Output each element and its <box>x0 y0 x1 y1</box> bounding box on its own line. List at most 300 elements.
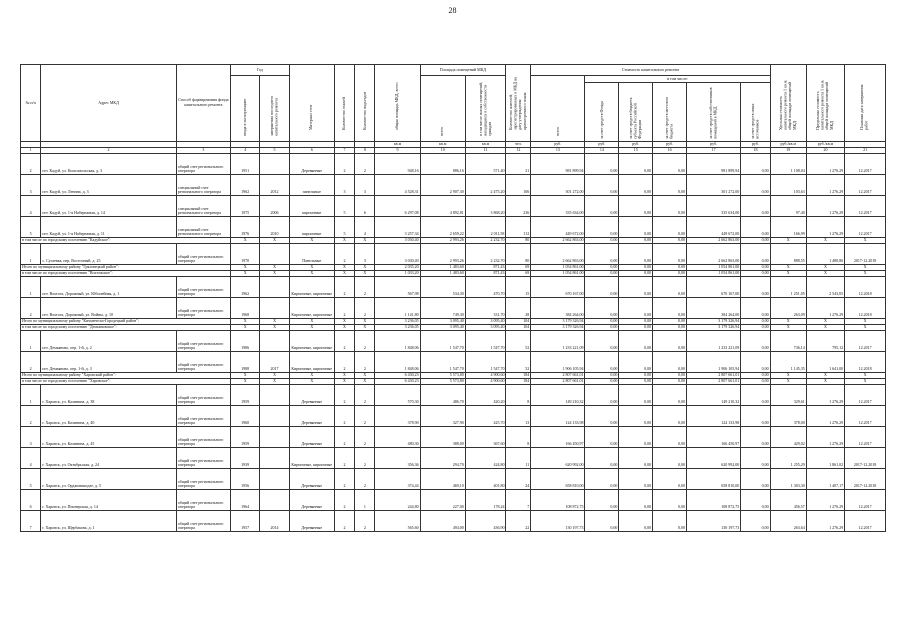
table-cell: 424,80 <box>465 448 506 469</box>
table-cell: X <box>289 238 334 244</box>
table-cell: 130 197,73 <box>531 511 585 532</box>
table-cell: 2 <box>334 511 354 532</box>
column-number-cell: 12 <box>506 148 531 154</box>
table-row <box>21 406 886 427</box>
column-number-cell: 3 <box>176 148 230 154</box>
table-cell: 69 <box>506 265 531 271</box>
table-row <box>21 217 886 238</box>
table-cell: 2012 <box>260 175 289 196</box>
table-cell: 0,00 <box>741 352 770 373</box>
table-cell: X <box>260 319 289 325</box>
col-num-header: № п/п <box>21 65 41 142</box>
col-entrances-header: Количество подъездов <box>361 91 367 130</box>
table-cell: 1 233 221,09 <box>531 331 585 352</box>
table-cell: 104 <box>506 325 531 331</box>
table-cell: 0,00 <box>585 448 619 469</box>
table-cell: 384 264,00 <box>687 298 741 319</box>
table-cell: 166 450,97 <box>531 427 585 448</box>
col-deadline-header: Плановая дата завершения работ <box>859 84 870 130</box>
table-cell: 6 <box>355 196 375 217</box>
col-cost-owners-header: за счет средств собственников помещений в МКД <box>708 87 718 139</box>
subtotal-label: Итого по муниципальному району "Харовский район": <box>21 373 231 379</box>
capital-repair-plan-table <box>20 64 886 532</box>
table-cell: 1956 <box>230 469 259 490</box>
table-cell: X <box>806 319 844 325</box>
table-cell: 2 <box>334 154 354 175</box>
table-cell: 149 210,32 <box>531 385 585 406</box>
table-cell: 1 547,70 <box>465 352 506 373</box>
table-cell: 0,00 <box>653 331 687 352</box>
table-cell: 2 232,70 <box>465 244 506 265</box>
table-cell: 0,00 <box>741 511 770 532</box>
table-cell: 12.2017 <box>845 490 886 511</box>
table-cell: X <box>845 271 886 277</box>
table-cell: 1959 <box>230 385 259 406</box>
table-cell: 388,00 <box>420 427 465 448</box>
table-cell: 4 900,60 <box>465 373 506 379</box>
table-cell: X <box>230 379 259 385</box>
table-cell: 3 030,40 <box>375 238 420 244</box>
table-cell: 0,00 <box>653 385 687 406</box>
table-cell: 1 276,29 <box>806 511 844 532</box>
table-cell: 1957 <box>230 511 259 532</box>
table-cell: 0,00 <box>741 196 770 217</box>
table-cell: X <box>845 373 886 379</box>
table-cell: 1 251,05 <box>770 277 806 298</box>
table-cell: 1 <box>21 277 41 298</box>
table-cell: общий счет регионального оператора <box>176 469 230 490</box>
table-cell: X <box>770 325 806 331</box>
table-cell: 534,30 <box>420 277 465 298</box>
table-cell: 0,00 <box>653 352 687 373</box>
table-cell: 0,00 <box>619 373 653 379</box>
table-cell: 2 475,20 <box>465 175 506 196</box>
table-cell: 1 276,29 <box>806 196 844 217</box>
unit-cell: руб. <box>619 142 653 148</box>
table-cell: 0,00 <box>585 325 619 331</box>
table-cell: X <box>260 265 289 271</box>
table-cell: 948,16 <box>375 154 420 175</box>
subtotal-label: Итого по муниципальному району "Кичменгско-Городецкий район": <box>21 319 231 325</box>
column-number-cell: 19 <box>770 148 806 154</box>
table-cell: 0,00 <box>741 406 770 427</box>
table-cell: 0,00 <box>741 298 770 319</box>
table-cell: 449 672,00 <box>687 217 741 238</box>
table-cell: 12.2017 <box>845 217 886 238</box>
table-cell: 0,00 <box>585 511 619 532</box>
table-cell: X <box>260 325 289 331</box>
table-cell: 13 <box>506 406 531 427</box>
table-cell: X <box>355 373 375 379</box>
table-cell: 0,00 <box>619 298 653 319</box>
table-cell <box>260 385 289 406</box>
table-cell: 244,80 <box>375 490 420 511</box>
table-cell: 2 <box>334 331 354 352</box>
table-cell: 112 <box>506 217 531 238</box>
table-cell: 69 <box>506 271 531 277</box>
table-cell: 0,00 <box>653 469 687 490</box>
table-cell: X <box>230 265 259 271</box>
table-cell: 1 547,70 <box>420 331 465 352</box>
table-cell: 80 <box>506 238 531 244</box>
table-cell: 0,00 <box>619 325 653 331</box>
col-max-cost-header: Предельная стоимость капитального ремонта 1 кв.м. общей площади помещений МКД <box>815 79 835 130</box>
table-cell: 0,00 <box>741 373 770 379</box>
table-cell: 0,00 <box>619 427 653 448</box>
table-cell: 1 303,30 <box>770 469 806 490</box>
table-cell: Деревянные <box>289 490 334 511</box>
table-cell: 0,00 <box>585 490 619 511</box>
table-cell: 2 <box>334 490 354 511</box>
col-wall-header: Материал стен <box>308 104 314 130</box>
table-cell: 184 <box>506 373 531 379</box>
table-cell: 0,00 <box>619 352 653 373</box>
table-cell: 2017-12.2018 <box>845 244 886 265</box>
table-cell: 1 054 861,00 <box>531 265 585 271</box>
table-cell: 5 <box>21 217 41 238</box>
table-cell: 2 <box>355 406 375 427</box>
table-cell: 0,00 <box>585 373 619 379</box>
table-cell: 263,09 <box>770 298 806 319</box>
table-cell: 1970 <box>230 244 259 265</box>
table-cell: X <box>806 373 844 379</box>
table-cell: Деревянные <box>289 406 334 427</box>
table-cell: 3 868,20 <box>465 196 506 217</box>
table-cell: 0,00 <box>585 271 619 277</box>
table-cell: 331,70 <box>465 298 506 319</box>
table-cell: X <box>355 265 375 271</box>
table-cell: 1 906 105,94 <box>531 352 585 373</box>
col-area-all-header: всего <box>439 126 445 136</box>
table-cell: г. Харовск, ул. Орджоникидзе, д. 5 <box>41 469 176 490</box>
column-number-cell: 15 <box>619 148 653 154</box>
table-cell: 2 662 863,00 <box>687 244 741 265</box>
page-number: 28 <box>448 6 457 15</box>
table-cell: 3 095,40 <box>420 319 465 325</box>
col-cost-fed-header: за счет средств бюджета субъекта Российской Федерации <box>627 97 643 139</box>
table-cell: 97,40 <box>770 196 806 217</box>
table-cell: пгт. Кадуй, ул. Комсомольская, д. 3 <box>41 154 176 175</box>
col-cost-incl-header: в том числе: <box>585 76 770 83</box>
table-cell: 12.2017 <box>845 511 886 532</box>
subtotal-label: в том числе по городскому поселению "Кадуйское": <box>21 238 231 244</box>
table-cell: X <box>334 271 354 277</box>
column-number-cell: 13 <box>531 148 585 154</box>
column-number-cell: 16 <box>653 148 687 154</box>
table-cell: специальный счет регионального оператора <box>176 196 230 217</box>
table-cell: 2 035,20 <box>375 265 420 271</box>
table-cell: 981 899,94 <box>531 154 585 175</box>
table-cell: 12.2017 <box>845 385 886 406</box>
table-cell: X <box>289 325 334 331</box>
table-cell: общий счет регионального оператора <box>176 277 230 298</box>
table-cell: 2 <box>334 469 354 490</box>
col-cost-local-header: за счет средств местного бюджета <box>664 96 674 139</box>
table-cell: 2 <box>21 154 41 175</box>
table-cell: 4 900,60 <box>465 379 506 385</box>
table-cell: 2 <box>334 352 354 373</box>
table-cell: 0,00 <box>741 265 770 271</box>
table-cell: 1964 <box>230 490 259 511</box>
subtotal-label: в том числе по городскому поселению "Вохтожское": <box>21 271 231 277</box>
table-cell: 0,00 <box>653 244 687 265</box>
table-cell <box>260 469 289 490</box>
table-row <box>21 331 886 352</box>
table-cell: 2 <box>21 352 41 373</box>
table-cell: общий счет регионального оператора <box>176 448 230 469</box>
table-cell: 425,70 <box>465 406 506 427</box>
table-cell: 570,30 <box>375 385 420 406</box>
table-cell: общий счет регионального оператора <box>176 385 230 406</box>
table-cell: 329,61 <box>770 385 806 406</box>
table-cell: 658 810,00 <box>687 469 741 490</box>
column-number-cell: 21 <box>845 148 886 154</box>
column-number-cell: 20 <box>806 148 844 154</box>
table-cell: 12.2018 <box>845 298 886 319</box>
table-cell: 1 108,04 <box>770 154 806 175</box>
table-cell: 104 <box>506 319 531 325</box>
table-cell: 658 810,00 <box>531 469 585 490</box>
table-cell: 149 210,32 <box>687 385 741 406</box>
table-cell: X <box>845 319 886 325</box>
table-cell: 367,60 <box>465 427 506 448</box>
table-cell: 0,00 <box>741 217 770 238</box>
table-cell: 1 848,06 <box>375 352 420 373</box>
column-number-cell: 5 <box>260 148 289 154</box>
table-cell: 0,00 <box>619 385 653 406</box>
table-cell: X <box>845 238 886 244</box>
table-row <box>21 352 886 373</box>
table-cell: г. Харовск, ул. Калинина, д. 40 <box>41 406 176 427</box>
table-row <box>21 196 886 217</box>
table-cell: X <box>806 379 844 385</box>
table-cell: X <box>334 238 354 244</box>
table-cell: X <box>260 373 289 379</box>
unit-cell: руб./кв.м <box>770 142 806 148</box>
column-number-cell: 7 <box>334 148 354 154</box>
table-cell: 0,00 <box>653 325 687 331</box>
col-cost-group-header: Стоимость капитального ремонта <box>531 65 770 76</box>
table-cell: 2 993,26 <box>420 238 465 244</box>
table-cell: 670 167,00 <box>531 277 585 298</box>
table-cell: 2 807 661,01 <box>531 379 585 385</box>
table-cell: г. Харовск, ул. Калинина, д. 38 <box>41 385 176 406</box>
table-cell: 166,99 <box>770 217 806 238</box>
table-cell: 2014 <box>260 511 289 532</box>
table-cell: 0,00 <box>619 175 653 196</box>
table-cell: 2 <box>334 298 354 319</box>
table-cell: 0,00 <box>585 154 619 175</box>
table-cell: Панельные <box>289 244 334 265</box>
table-cell: пгт. Демьяново, пер. 1-й, д. 2 <box>41 331 176 352</box>
table-cell: 5 573,80 <box>420 373 465 379</box>
table-cell: 0,00 <box>653 373 687 379</box>
table-cell: 0,00 <box>653 238 687 244</box>
table-cell: 3 179 326,94 <box>687 325 741 331</box>
table-cell: 567,98 <box>375 277 420 298</box>
table-cell: 4 <box>21 448 41 469</box>
table-cell: 2 <box>355 277 375 298</box>
table-cell: 981 899,94 <box>687 154 741 175</box>
table-cell: 2010 <box>260 217 289 238</box>
table-cell: 0,00 <box>585 298 619 319</box>
table-cell: 4 <box>21 196 41 217</box>
table-cell: 3 257,34 <box>375 217 420 238</box>
table-cell: 335 634,00 <box>531 196 585 217</box>
table-cell: 2 807 661,01 <box>531 373 585 379</box>
table-cell: 0,00 <box>619 406 653 427</box>
table-cell: 1 276,29 <box>806 385 844 406</box>
table-cell: Деревянные <box>289 511 334 532</box>
col-area-living-header: в том числе жилых помещений, находящихся в собственности граждан <box>477 81 492 136</box>
table-row <box>21 244 886 265</box>
table-cell: 3 179 326,94 <box>531 319 585 325</box>
table-cell: 3 <box>334 175 354 196</box>
table-cell: 670 167,00 <box>687 277 741 298</box>
table-cell: 1 <box>21 244 41 265</box>
table-cell: 0,00 <box>585 196 619 217</box>
table-cell: 0,00 <box>619 238 653 244</box>
table-cell: 2 <box>21 406 41 427</box>
table-cell: 0,00 <box>653 217 687 238</box>
table-cell: X <box>230 238 259 244</box>
table-cell: 0,00 <box>653 298 687 319</box>
table-cell: X <box>355 271 375 277</box>
table-cell: общий счет регионального оператора <box>176 490 230 511</box>
table-cell: X <box>230 271 259 277</box>
table-cell: 0,00 <box>741 331 770 352</box>
table-cell: 888,55 <box>770 244 806 265</box>
table-cell: 494,00 <box>420 511 465 532</box>
table-cell: 2 <box>334 385 354 406</box>
table-cell: 0,00 <box>741 379 770 385</box>
table-cell: 7 <box>506 490 531 511</box>
subtotal-label: в том числе по городскому поселению "Демьяновское": <box>21 325 231 331</box>
table-cell: Кирпичные, кирпичные <box>289 277 334 298</box>
table-cell: X <box>289 271 334 277</box>
column-number-cell: 2 <box>41 148 176 154</box>
table-cell: 22 <box>506 511 531 532</box>
table-cell: 4 <box>355 217 375 238</box>
table-cell: 2 <box>334 277 354 298</box>
table-cell: 2 <box>334 244 354 265</box>
table-cell: 2 662 863,00 <box>531 244 585 265</box>
column-number-cell: 1 <box>21 148 41 154</box>
column-number-cell: 8 <box>355 148 375 154</box>
table-cell: X <box>289 379 334 385</box>
table-row <box>21 427 886 448</box>
table-cell: 3 236,05 <box>375 319 420 325</box>
table-cell: 0,00 <box>741 448 770 469</box>
table-cell: 0,00 <box>585 379 619 385</box>
table-cell: пгт. Вохтога, Дорожный, ул. Юбилейная, д. 1 <box>41 277 176 298</box>
table-cell: г. Харовск, ул. Пионерская, д. 14 <box>41 490 176 511</box>
table-cell: 3 030,40 <box>375 244 420 265</box>
table-cell: 5 <box>21 469 41 490</box>
table-cell: X <box>289 265 334 271</box>
table-cell: 1 <box>355 490 375 511</box>
table-cell: 0,00 <box>741 154 770 175</box>
table-cell: 1976 <box>230 217 259 238</box>
table-cell: 15 <box>506 277 531 298</box>
col-residents-header: Количество жителей, зарегистрированных в МКД на дату утверждения краткосрочного плана <box>508 77 527 130</box>
table-cell: 1 641,00 <box>806 352 844 373</box>
table-cell: 166 450,97 <box>687 427 741 448</box>
unit-cell: руб. <box>531 142 585 148</box>
table-cell: 429,02 <box>770 427 806 448</box>
table-cell: 1968 <box>230 298 259 319</box>
table-cell: 1 276,29 <box>806 217 844 238</box>
table-cell: 0,00 <box>619 154 653 175</box>
table-cell: 1 848,06 <box>375 331 420 352</box>
table-cell: 2006 <box>260 196 289 217</box>
table-cell: 1 255,29 <box>770 448 806 469</box>
table-cell: Деревянные <box>289 427 334 448</box>
table-cell: 184 <box>506 379 531 385</box>
table-row <box>21 175 886 196</box>
col-method-header: Способ формирования фонда капитального ремонта <box>176 65 230 142</box>
table-cell: 1939 <box>230 448 259 469</box>
unit-cell: руб. <box>585 142 619 148</box>
table-cell: 2 662 863,00 <box>687 238 741 244</box>
table-cell: 486,70 <box>420 385 465 406</box>
table-cell: 0,00 <box>741 277 770 298</box>
table-cell: 1960 <box>230 406 259 427</box>
unit-cell: руб./кв.м <box>806 142 844 148</box>
table-cell: 1 141,80 <box>375 298 420 319</box>
table-cell: 0,00 <box>741 385 770 406</box>
table-cell: 0,00 <box>741 469 770 490</box>
table-cell: 2 <box>334 448 354 469</box>
table-cell: 378,90 <box>375 406 420 427</box>
table-cell: 5 <box>334 196 354 217</box>
table-cell: 301 272,00 <box>687 175 741 196</box>
table-cell: пгт. Вохтога, Дорожный, ул. Войны, д. 10 <box>41 298 176 319</box>
table-cell: X <box>334 373 354 379</box>
table-cell: 335 634,00 <box>687 196 741 217</box>
table-cell: 3 095,40 <box>465 319 506 325</box>
table-cell: X <box>806 238 844 244</box>
column-number-cell: 6 <box>289 148 334 154</box>
table-row <box>21 448 886 469</box>
table-cell <box>260 427 289 448</box>
table-cell: 2 <box>355 298 375 319</box>
table-cell: 327,90 <box>420 406 465 427</box>
table-cell: 12.2017 <box>845 406 886 427</box>
table-cell: 871,43 <box>465 265 506 271</box>
table-cell: 1 145,35 <box>770 352 806 373</box>
table-cell: пгт. Кадуй, ул. 1-я Набережная, д. 14 <box>41 196 176 217</box>
table-cell: 106 <box>506 175 531 196</box>
table-cell: X <box>260 271 289 277</box>
table-cell: 0,00 <box>619 469 653 490</box>
table-cell: 749,30 <box>420 298 465 319</box>
table-cell: 1959 <box>230 427 259 448</box>
table-cell: общий счет регионального оператора <box>176 331 230 352</box>
table-cell: 1 <box>21 385 41 406</box>
table-cell: 6 <box>21 490 41 511</box>
table-cell: 2 <box>355 448 375 469</box>
table-cell: 0,00 <box>653 319 687 325</box>
table-cell: 0,00 <box>585 352 619 373</box>
table-cell: 2 <box>355 352 375 373</box>
table-cell: 736,14 <box>770 331 806 352</box>
table-cell: 469,10 <box>420 469 465 490</box>
column-number-cell: 14 <box>585 148 619 154</box>
table-cell: X <box>334 379 354 385</box>
table-cell: X <box>289 319 334 325</box>
table-cell: X <box>845 379 886 385</box>
